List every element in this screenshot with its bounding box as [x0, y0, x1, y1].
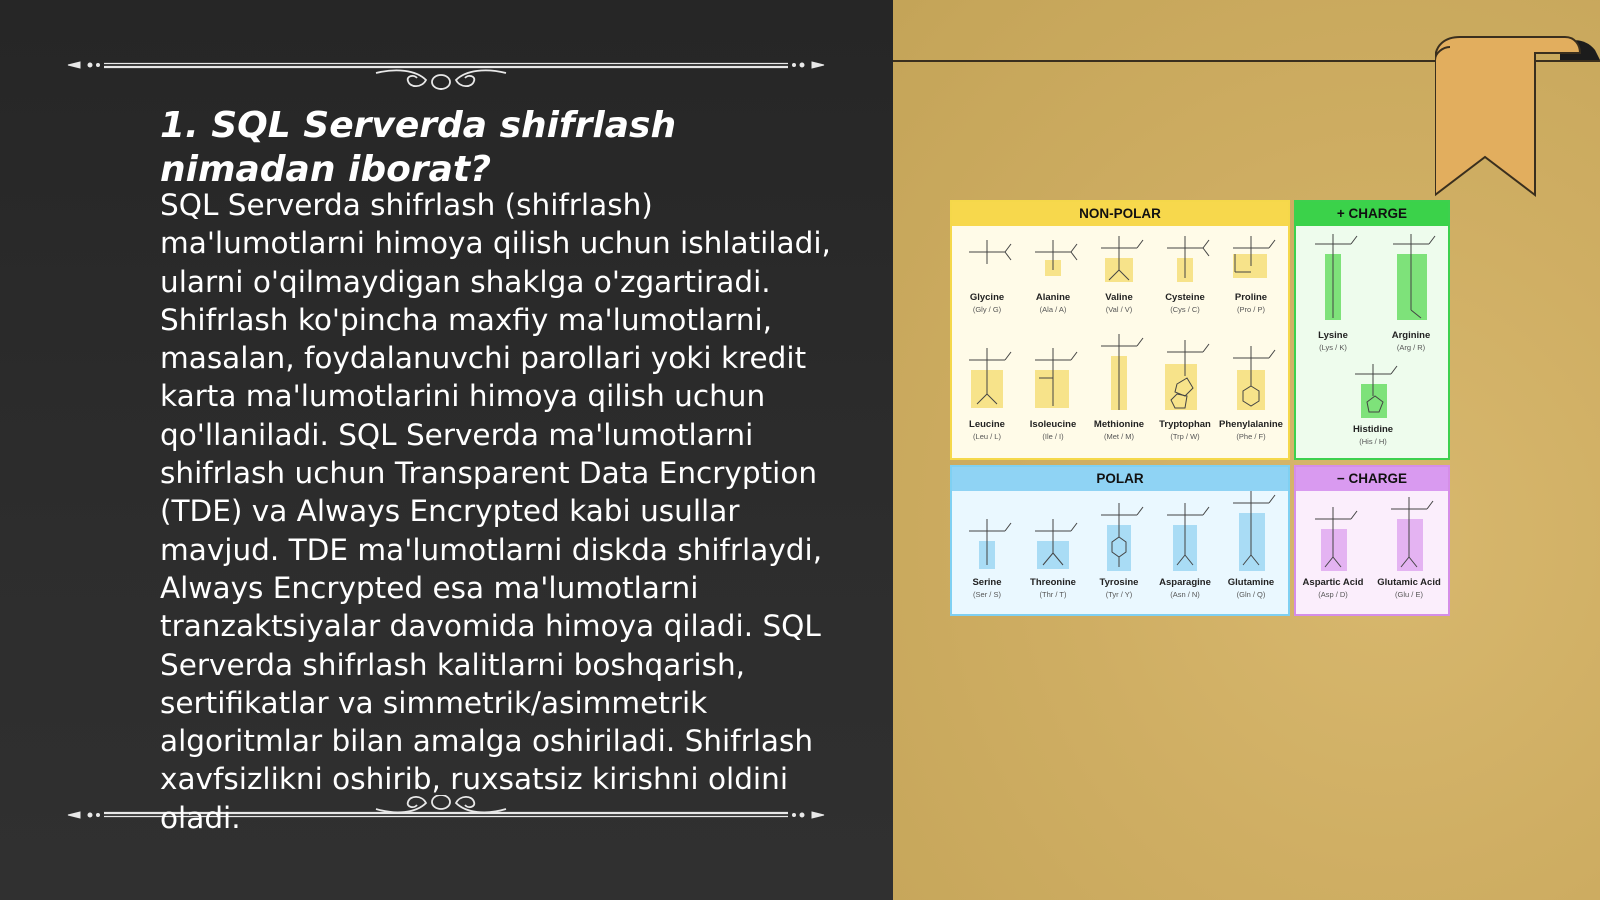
amino-threonine: Threonine (Thr / T): [1020, 515, 1086, 599]
amino-serine: Serine (Ser / S): [954, 515, 1020, 599]
amino-proline: Proline (Pro / P): [1218, 230, 1284, 314]
molecule-icon: [1343, 362, 1403, 422]
negative-header: − CHARGE: [1296, 467, 1448, 491]
molecule-icon: [1381, 230, 1441, 328]
amino-acid-chart: [950, 200, 1450, 616]
amino-glutamine: Glutamine (Gln / Q): [1218, 489, 1284, 599]
molecule-icon: [1023, 230, 1083, 290]
molecule-icon: [1155, 336, 1215, 417]
amino-cysteine: Cysteine (Cys / C): [1152, 230, 1218, 314]
amino-isoleucine: Isoleucine (Ile / I): [1020, 342, 1086, 441]
molecule-icon: [1221, 489, 1281, 575]
polar-header: POLAR: [952, 467, 1288, 491]
nonpolar-header: NON-POLAR: [952, 202, 1288, 226]
molecule-icon: [1155, 499, 1215, 575]
molecule-icon: [1089, 230, 1149, 290]
polar-section: [950, 465, 1290, 616]
slide-body-text: SQL Serverda shifrlash (shifrlash) ma'lumotlarni himoya qilish uchun ishlatiladi, ularni o'qilmaydigan shaklga o'zgartiradi. Shifrlash ko'pincha maxfiy ma'lumotlarni, masalan, foydalanuvchi parollari yoki kredit karta ma'lumotlarini himoya qilish uchun qo'llaniladi. SQL Serverda ma'lumotlarni shifrlash uchun Transparent Data Encryption (TDE) va Always Encrypted kabi usullar mavjud. TDE ma'lumotlarni diskda shifrlaydi, Always Encrypted esa ma'lumotlarni tranzaktsiyalar davomida himoya qiladi. SQL Serverda shifrlash kalitlarni boshqarish, sertifikatlar va simmetrik/asimmetrik algoritmlar bilan amalga oshiriladi. Shifrlash xavfsizlikni oshirib, ruxsatsiz kirishni oldini oladi.: [160, 188, 831, 835]
amino-valine: Valine (Val / V): [1086, 230, 1152, 314]
molecule-icon: [1221, 230, 1281, 290]
amino-histidine: Histidine (His / H): [1340, 362, 1406, 446]
molecule-icon: [1379, 495, 1439, 575]
molecule-icon: [1023, 515, 1083, 575]
amino-alanine: Alanine (Ala / A): [1020, 230, 1086, 314]
positive-header: + CHARGE: [1296, 202, 1448, 226]
amino-aspartic-acid: Aspartic Acid (Asp / D): [1300, 503, 1366, 599]
molecule-icon: [957, 342, 1017, 417]
molecule-icon: [957, 230, 1017, 290]
bookmark-icon: [1435, 35, 1600, 200]
amino-phenylalanine: Phenylalanine (Phe / F): [1218, 342, 1284, 441]
amino-tryptophan: Tryptophan (Trp / W): [1152, 336, 1218, 441]
amino-leucine: Leucine (Leu / L): [954, 342, 1020, 441]
amino-lysine: Lysine (Lys / K): [1300, 230, 1366, 352]
molecule-icon: [1089, 330, 1149, 417]
positive-charge-section: [1294, 200, 1450, 460]
amino-tyrosine: Tyrosine (Tyr / Y): [1086, 499, 1152, 599]
slide-title: 1. SQL Serverda shifrlash nimadan iborat?: [160, 105, 677, 190]
amino-methionine: Methionine (Met / M): [1086, 330, 1152, 441]
molecule-icon: [1089, 499, 1149, 575]
amino-arginine: Arginine (Arg / R): [1378, 230, 1444, 352]
amino-glutamic-acid: Glutamic Acid (Glu / E): [1376, 495, 1442, 599]
molecule-icon: [1221, 342, 1281, 417]
top-ornament: [66, 40, 826, 90]
molecule-icon: [1303, 503, 1363, 575]
molecule-icon: [1155, 230, 1215, 290]
molecule-icon: [957, 515, 1017, 575]
molecule-icon: [1303, 230, 1363, 328]
amino-glycine: Glycine (Gly / G): [954, 230, 1020, 314]
amino-asparagine: Asparagine (Asn / N): [1152, 499, 1218, 599]
negative-charge-section: [1294, 465, 1450, 616]
nonpolar-section: [950, 200, 1290, 460]
molecule-icon: [1023, 342, 1083, 417]
